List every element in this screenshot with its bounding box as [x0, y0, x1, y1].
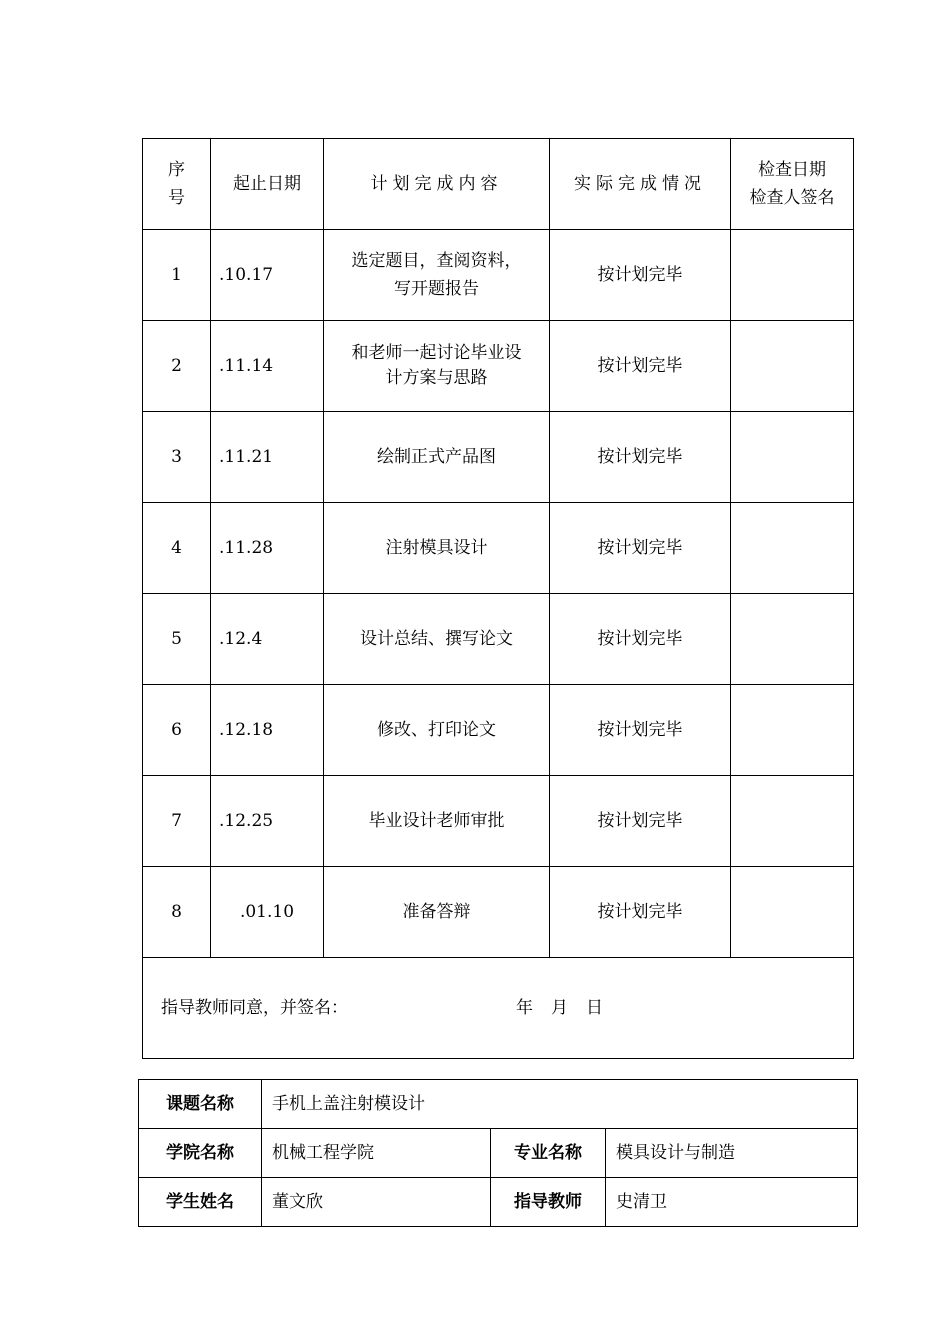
- row-plan-line2: 计方案与思路: [385, 368, 488, 388]
- row-actual: 按计划完毕: [550, 503, 731, 594]
- row-seq: 1: [143, 230, 211, 321]
- row-actual: 按计划完毕: [550, 594, 731, 685]
- header-row: [143, 139, 854, 230]
- signature-year: 年: [516, 998, 533, 1018]
- college-value: 机械工程学院: [262, 1129, 491, 1178]
- row-actual: 按计划完毕: [550, 412, 731, 503]
- row-plan-line1: 和老师一起讨论毕业设: [351, 343, 522, 363]
- row-actual: 按计划完毕: [550, 230, 731, 321]
- row-date: .12.25: [211, 776, 324, 867]
- row-seq: 8: [143, 867, 211, 958]
- info-row-college: [139, 1129, 858, 1178]
- table-row: [143, 321, 854, 412]
- signature-day: 日: [586, 998, 603, 1018]
- row-check[interactable]: [731, 867, 854, 958]
- signature-cell[interactable]: [143, 958, 854, 1059]
- major-label: 专业名称: [491, 1129, 606, 1178]
- signature-label: 指导教师同意，并签名：: [161, 998, 348, 1018]
- row-check[interactable]: [731, 594, 854, 685]
- row-seq: 7: [143, 776, 211, 867]
- table-row: [143, 594, 854, 685]
- header-plan: 计划完成内容: [324, 139, 550, 230]
- table-row: [143, 776, 854, 867]
- row-check[interactable]: [731, 503, 854, 594]
- row-date: .11.21: [211, 412, 324, 503]
- row-plan: [324, 230, 550, 321]
- row-date: .12.4: [211, 594, 324, 685]
- row-date: .11.14: [211, 321, 324, 412]
- row-check[interactable]: [731, 230, 854, 321]
- row-plan-line1: 选定题目，查阅资料，: [351, 251, 522, 271]
- info-row-student: [139, 1178, 858, 1227]
- table-row: [143, 503, 854, 594]
- row-actual: 按计划完毕: [550, 867, 731, 958]
- table-row: [143, 685, 854, 776]
- row-actual: 按计划完毕: [550, 321, 731, 412]
- row-check[interactable]: [731, 321, 854, 412]
- student-label: 学生姓名: [139, 1178, 262, 1227]
- row-plan: [324, 321, 550, 412]
- row-plan: 绘制正式产品图: [324, 412, 550, 503]
- row-date: .11.28: [211, 503, 324, 594]
- major-value: 模具设计与制造: [606, 1129, 858, 1178]
- college-label: 学院名称: [139, 1129, 262, 1178]
- row-seq: 3: [143, 412, 211, 503]
- row-check[interactable]: [731, 685, 854, 776]
- row-date: .01.10: [211, 867, 324, 958]
- header-check-line1: 检查日期: [758, 160, 826, 180]
- row-actual: 按计划完毕: [550, 685, 731, 776]
- table-row: [143, 867, 854, 958]
- header-date: 起止日期: [211, 139, 324, 230]
- row-actual: 按计划完毕: [550, 776, 731, 867]
- row-seq: 5: [143, 594, 211, 685]
- row-plan: 准备答辩: [324, 867, 550, 958]
- table-row: [143, 230, 854, 321]
- signature-month: 月: [551, 998, 568, 1018]
- row-plan: 设计总结、撰写论文: [324, 594, 550, 685]
- header-seq-line2: 号: [168, 188, 185, 208]
- row-plan-line2: 写开题报告: [394, 279, 479, 299]
- topic-value: 手机上盖注射模设计: [262, 1080, 858, 1129]
- row-date: .10.17: [211, 230, 324, 321]
- row-check[interactable]: [731, 412, 854, 503]
- header-check: [731, 139, 854, 230]
- topic-label: 课题名称: [139, 1080, 262, 1129]
- header-check-line2: 检查人签名: [749, 188, 835, 208]
- row-seq: 6: [143, 685, 211, 776]
- row-seq: 2: [143, 321, 211, 412]
- signature-row: [143, 958, 854, 1059]
- header-seq: [143, 139, 211, 230]
- info-row-topic: [139, 1080, 858, 1129]
- table-row: [143, 412, 854, 503]
- row-check[interactable]: [731, 776, 854, 867]
- student-value: 董文欣: [262, 1178, 491, 1227]
- row-plan: 毕业设计老师审批: [324, 776, 550, 867]
- header-actual: 实际完成情况: [550, 139, 731, 230]
- header-seq-line1: 序: [168, 160, 185, 180]
- advisor-value: 史清卫: [606, 1178, 858, 1227]
- row-date: .12.18: [211, 685, 324, 776]
- row-plan: 注射模具设计: [324, 503, 550, 594]
- row-plan: 修改、打印论文: [324, 685, 550, 776]
- plan-table: [142, 138, 854, 1059]
- row-seq: 4: [143, 503, 211, 594]
- info-table: [138, 1079, 858, 1227]
- advisor-label: 指导教师: [491, 1178, 606, 1227]
- signature-date: [516, 994, 603, 1022]
